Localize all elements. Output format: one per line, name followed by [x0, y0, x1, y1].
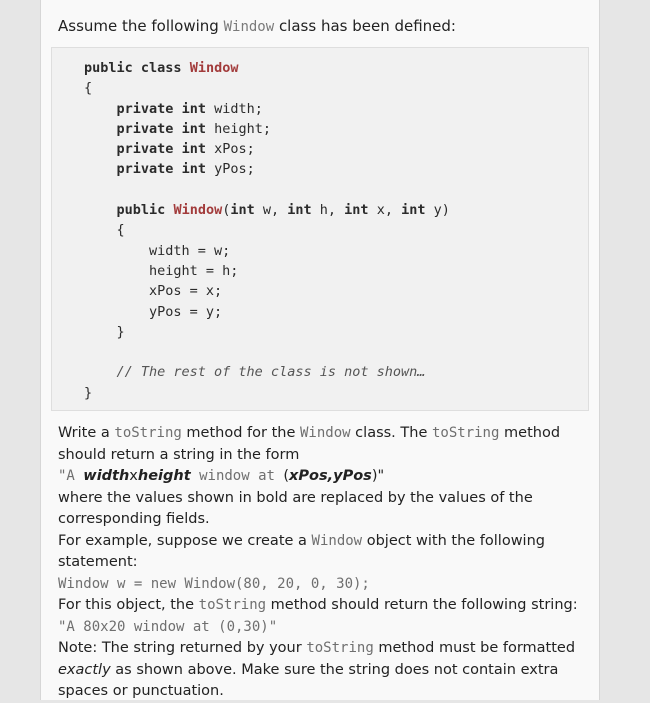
question-form: "A widthxheight window at (xPos,yPos)"	[58, 468, 385, 484]
code-listing	[84, 58, 450, 403]
intro-text	[58, 16, 456, 37]
code-line: // The rest of the class is not shown…	[84, 364, 426, 381]
question-note: Note: The string returned by your toString method must be formatted exactly as shown above. Make sure the string does not contain extra spaces or punctuation.	[58, 640, 576, 699]
intro-class-name: Window	[223, 19, 275, 35]
intro-after: class has been defined:	[274, 17, 456, 35]
code-line: width = w;	[84, 242, 231, 259]
code-line: }	[84, 384, 93, 401]
intro-before: Assume the following	[58, 17, 224, 35]
question-statement: Window w = new Window(80, 20, 0, 30);	[58, 575, 370, 592]
question-line-2: where the values shown in bold are replaced by the values of the corresponding fields.	[58, 489, 533, 527]
code-line: private int yPos;	[116, 161, 255, 178]
code-line: private int xPos;	[116, 141, 255, 158]
code-line: yPos = y;	[84, 303, 223, 320]
question-line-4: For this object, the toString method should return the following string:	[58, 597, 578, 613]
question-line-1: Write a toString method for the Window class. The toString method should return a string in the form	[58, 425, 561, 463]
code-line: {	[84, 80, 93, 97]
code-line: {	[84, 222, 125, 239]
code-line: private int width;	[116, 100, 263, 117]
code-line: }	[84, 323, 125, 340]
code-line: public class Window	[84, 60, 239, 76]
code-block	[51, 47, 589, 411]
code-line: private int height;	[116, 120, 271, 137]
code-line: xPos = x;	[84, 283, 223, 300]
code-line: public Window(int w, int h, int x, int y)	[116, 202, 450, 219]
question-example: "A 80x20 window at (0,30)"	[58, 618, 278, 635]
question-text	[58, 423, 588, 703]
question-page	[40, 0, 600, 700]
code-line: height = h;	[84, 262, 239, 279]
question-line-3: For example, suppose we create a Window object with the following statement:	[58, 532, 545, 570]
